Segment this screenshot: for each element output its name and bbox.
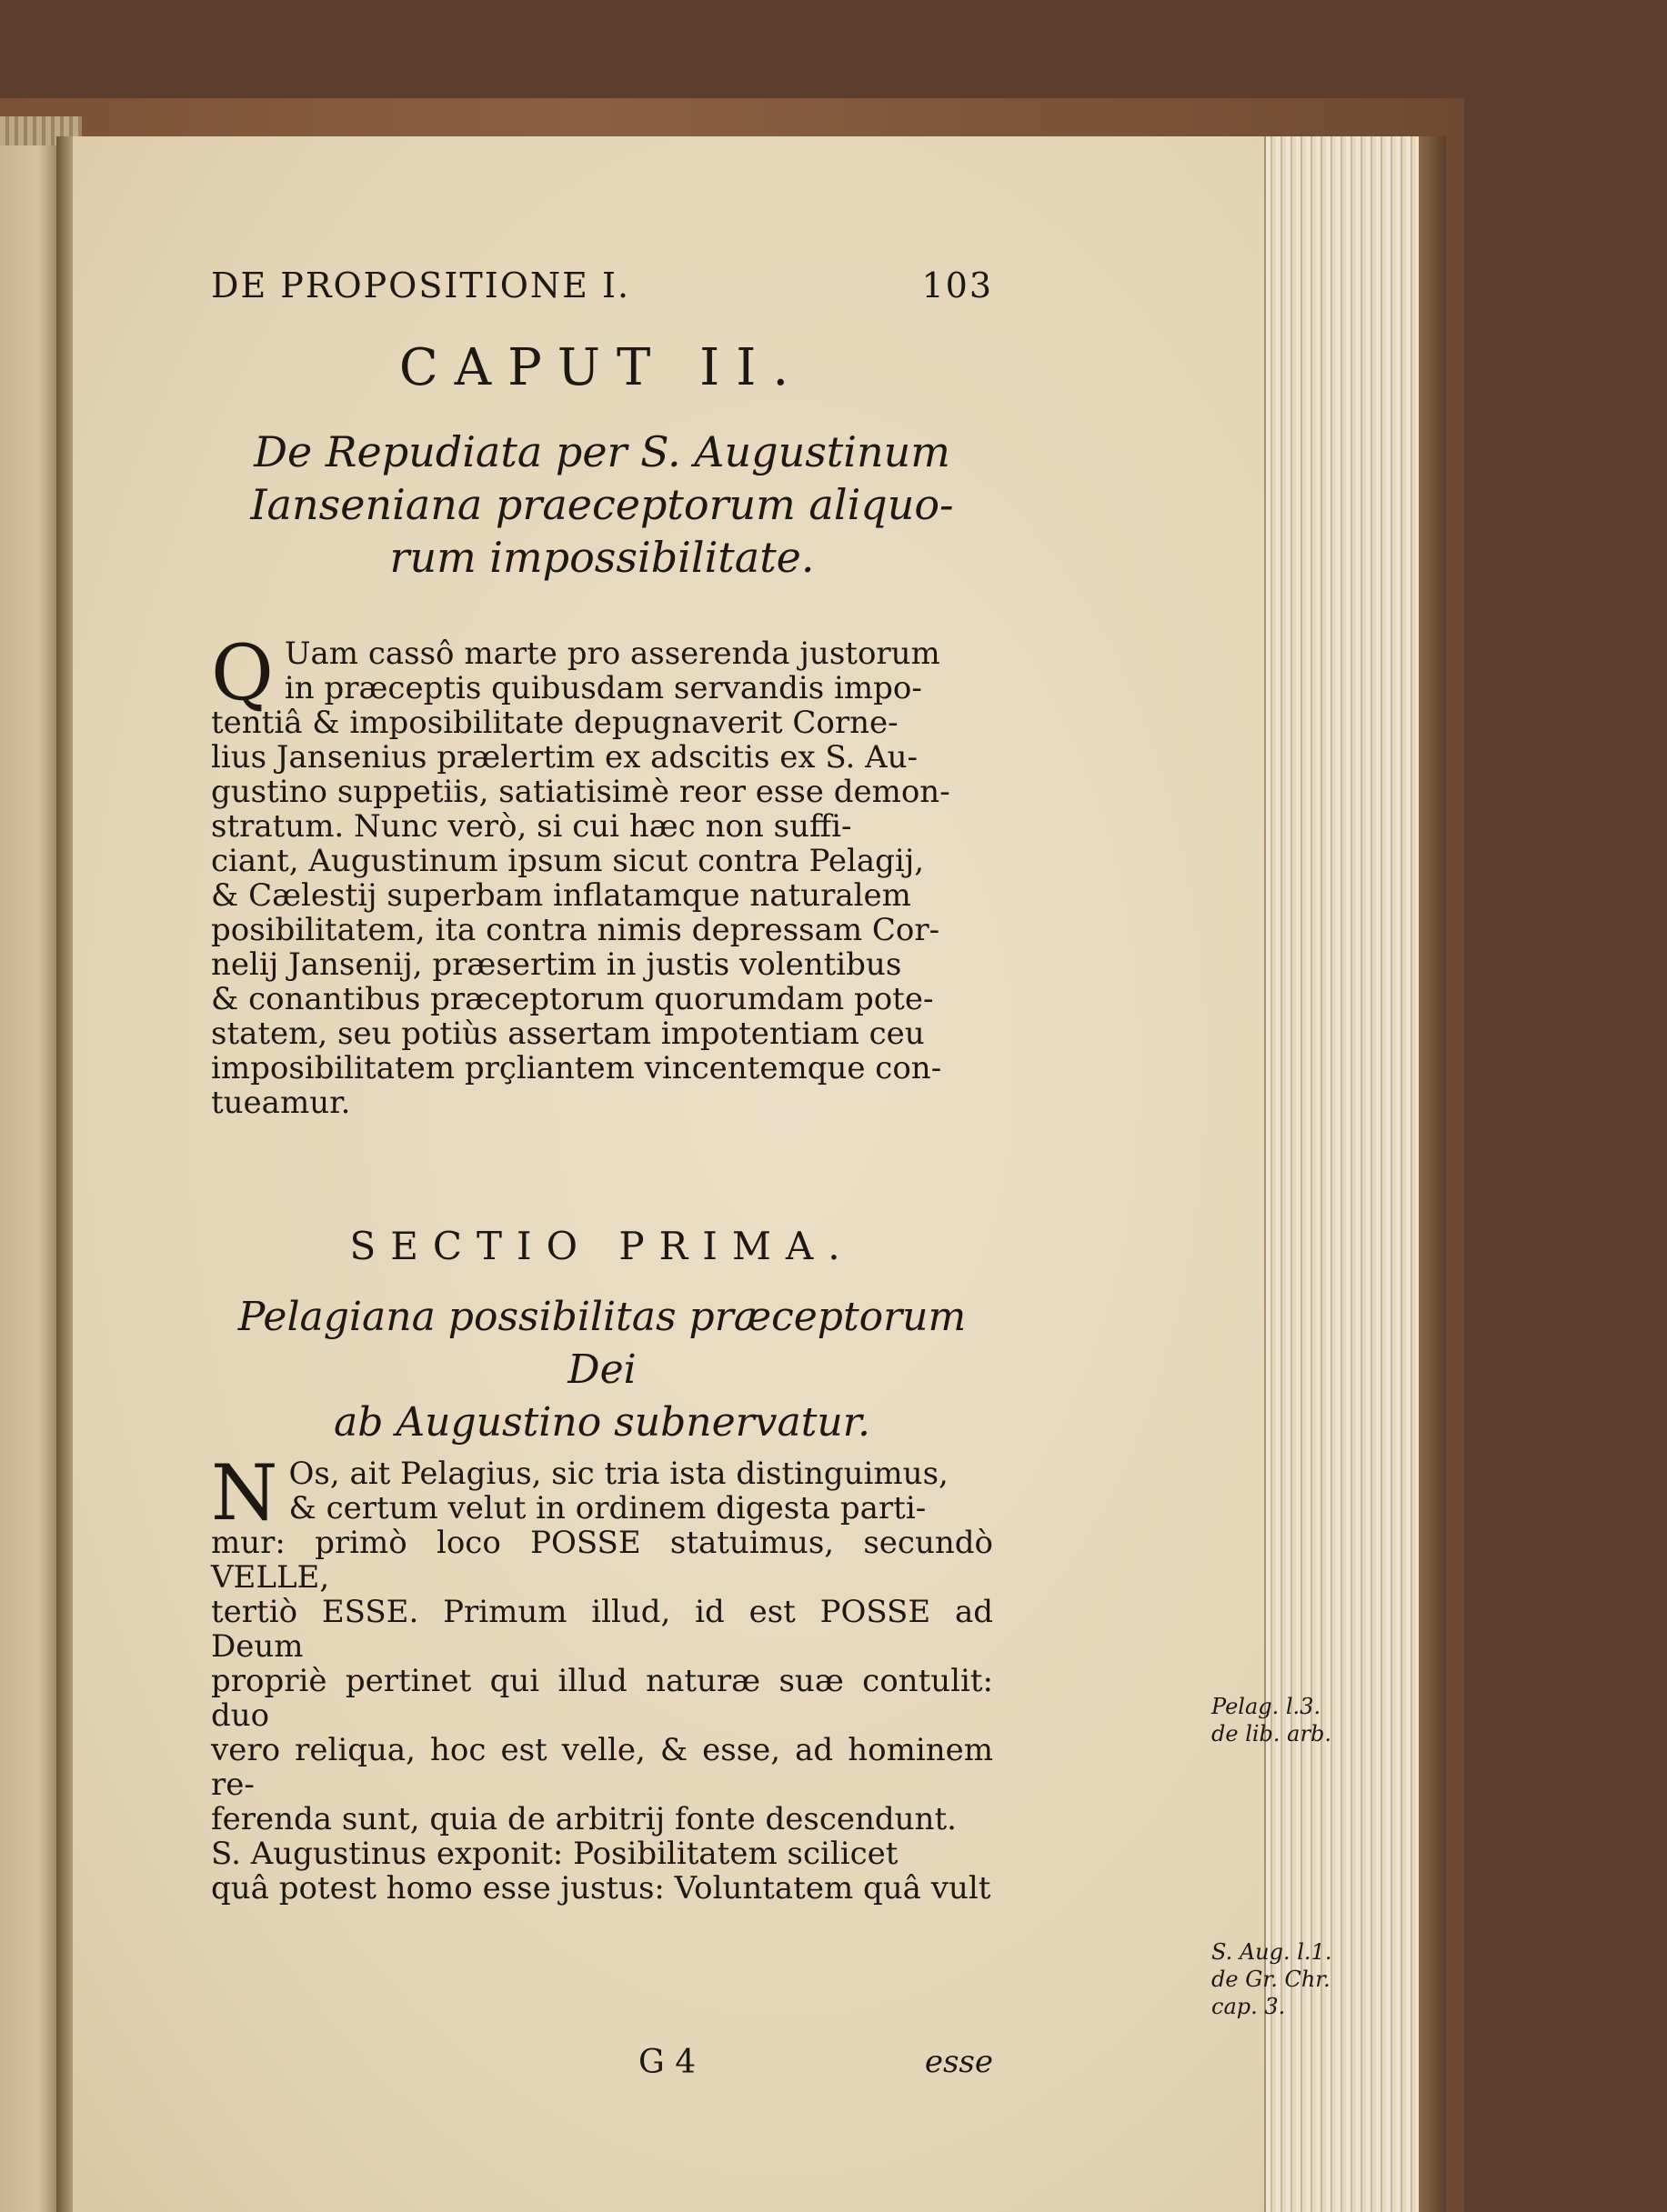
chapter-title-line: Ianseniana praeceptorum aliquo-	[250, 480, 954, 529]
left-page-edge	[0, 127, 64, 2212]
margin-note-line: Pelag. l.3.	[1211, 1694, 1321, 1719]
gutter	[56, 136, 73, 2212]
paragraph-1	[211, 628, 993, 1121]
chapter-heading: CAPUT II.	[398, 338, 806, 397]
text-line: stratum. Nunc verò, si cui hæc non suffi-	[211, 808, 852, 845]
text-line: in præceptis quibusdam servandis impo-	[284, 670, 922, 706]
dropcap: N	[211, 1448, 278, 1537]
section-subtitle-line: Pelagiana possibilitas præceptorum Dei	[237, 1294, 967, 1393]
margin-note-line: de Gr. Chr.	[1211, 1967, 1331, 1992]
text-line: & conantibus præceptorum quorumdam pote-	[211, 981, 934, 1017]
running-head-title: DE PROPOSITIONE I.	[211, 265, 631, 305]
dropcap: Q	[211, 628, 274, 717]
text-line: & Cælestij superbam inflatamque naturalem	[211, 877, 911, 914]
text-line: tentiâ & imposibilitate depugnaverit Corne-	[211, 705, 899, 741]
running-head	[211, 265, 993, 305]
section-heading: SECTIO PRIMA.	[349, 1224, 855, 1268]
text-line: ciant, Augustinum ipsum sicut contra Pelagij,	[211, 843, 925, 879]
margin-note-line: S. Aug. l.1.	[1211, 1939, 1332, 1965]
section-subtitle	[211, 1291, 993, 1449]
text-line: vero reliqua, hoc est velle, & esse, ad hominem re-	[211, 1732, 993, 1803]
text-line: S. Augustinus exponit: Posibilitatem scilicet	[211, 1836, 899, 1872]
margin-note-line: cap. 3.	[1211, 1994, 1286, 2019]
paragraph-2	[211, 1448, 993, 1907]
text-line: & certum velut in ordinem digesta parti-	[288, 1490, 927, 1526]
text-line: tueamur.	[211, 1085, 351, 1121]
text-line: propriè pertinet qui illud naturæ suæ contulit: duo	[211, 1663, 993, 1734]
cover-edge-shade	[1419, 136, 1446, 2212]
chapter-title-line: rum impossibilitate.	[389, 533, 815, 582]
section-subtitle-line: ab Augustino subnervatur.	[334, 1399, 870, 1446]
text-line: posibilitatem, ita contra nimis depressam Cor-	[211, 912, 940, 948]
margin-note	[1211, 1693, 1366, 1747]
text-line: lius Jansenius prælertim ex adscitis ex S. Au-	[211, 739, 919, 776]
text-line: quâ potest homo esse justus: Voluntatem quâ vult	[211, 1870, 991, 1907]
margin-note-line: de lib. arb.	[1211, 1721, 1331, 1747]
text-line: nelij Jansenij, præsertim in justis volentibus	[211, 946, 902, 983]
text-line: ferenda sunt, quia de arbitrij fonte descendunt.	[211, 1801, 957, 1837]
chapter-title	[211, 425, 993, 584]
text-line: imposibilitatem prçliantem vincentemque con-	[211, 1050, 942, 1086]
text-line: Uam cassô marte pro asserenda justorum	[284, 636, 940, 672]
signature-mark: G 4	[638, 2044, 697, 2081]
page-edges	[1264, 136, 1430, 2212]
chapter-title-line: De Repudiata per S. Augustinum	[254, 427, 950, 476]
text-line: Os, ait Pelagius, sic tria ista distinguimus,	[288, 1456, 949, 1492]
text-line: tertiò ESSE. Primum illud, id est POSSE ad Deum	[211, 1594, 993, 1665]
text-line: mur: primò loco POSSE statuimus, secundò VELLE,	[211, 1525, 993, 1596]
margin-note	[1211, 1938, 1366, 2020]
text-line: statem, seu potiùs assertam impotentiam ceu	[211, 1016, 925, 1052]
catchword: esse	[924, 2044, 993, 2080]
text-line: gustino suppetiis, satiatisimè reor esse demon-	[211, 774, 950, 810]
page-number: 103	[921, 265, 993, 305]
